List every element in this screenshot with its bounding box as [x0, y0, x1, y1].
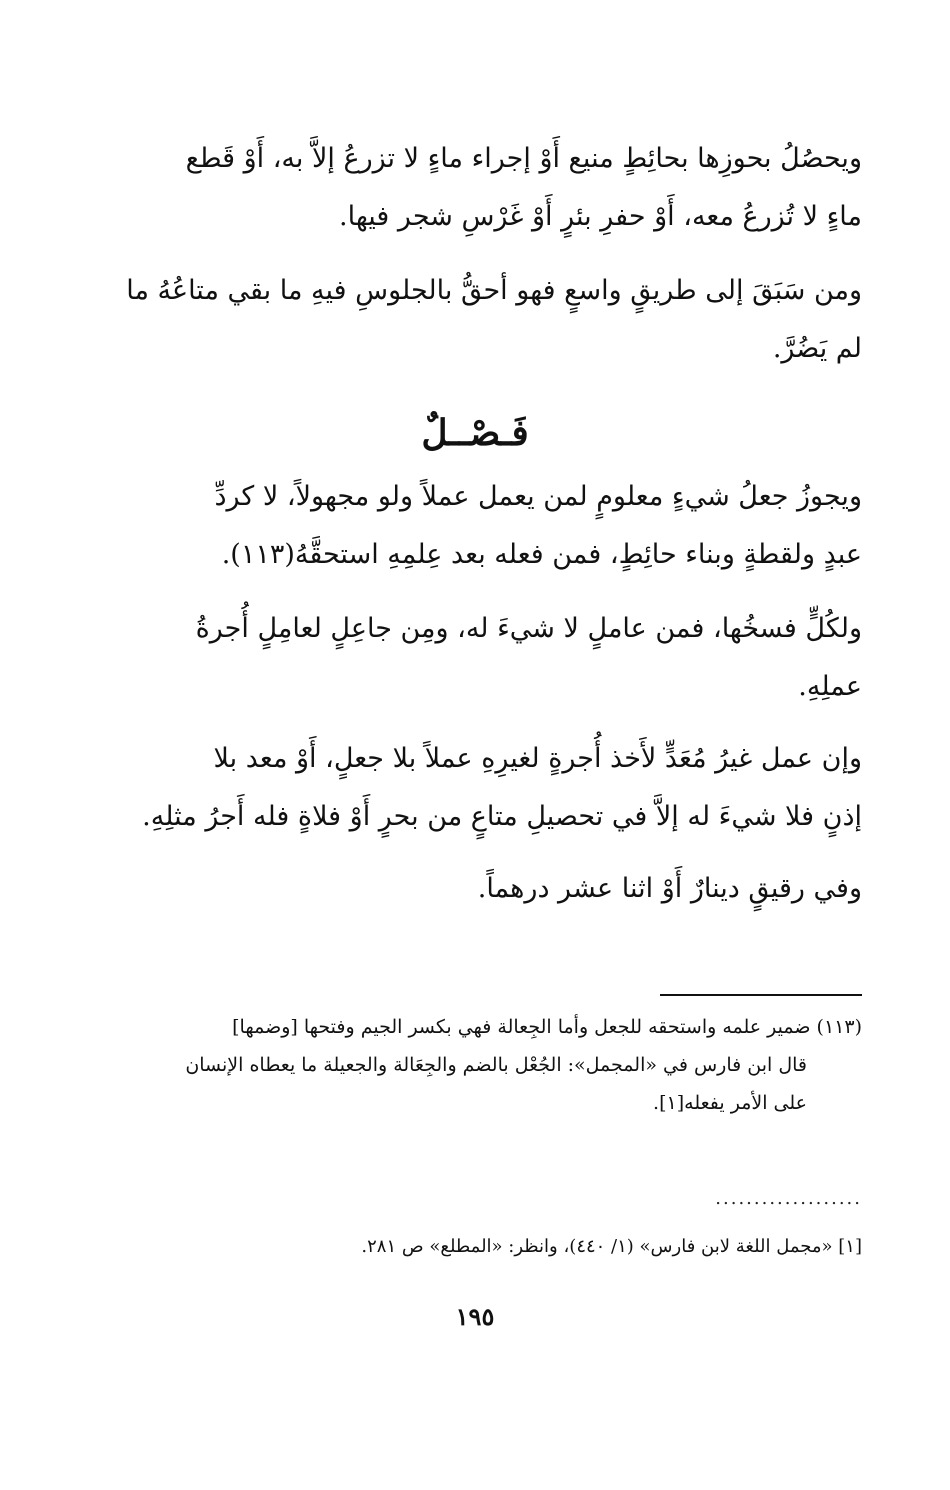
paragraph-slave-return	[102, 860, 862, 918]
paragraph-road-precedence	[102, 262, 862, 378]
paragraph-jual	[102, 468, 862, 584]
paragraph-unhired-work	[102, 730, 862, 846]
paragraph-line: لم يَضُرَّ.	[772, 333, 862, 364]
paragraph-line: وإن عمل غيرُ مُعَدٍّ لأَخذ أُجرةٍ لغيرِهِ عملاً بلا جعلٍ، أَوْ معد بلا	[213, 743, 862, 774]
paragraph-line: ويحصُلُ بحوزِها بحائِطٍ منيع أَوْ إجراء ماءٍ لا تزرعُ إلاَّ به، أَوْ قَطع	[185, 143, 862, 174]
source-reference: [١] «مجمل اللغة لابن فارس» (١/ ٤٤٠)، وانظر: «المطلع» ص ٢٨١.	[361, 1236, 862, 1257]
paragraph-line: ماءٍ لا تُزرعُ معه، أَوْ حفرِ بئرٍ أَوْ غَرْسِ شجر فيها.	[339, 201, 862, 232]
paragraph-line: ولكُلٍّ فسخُها، فمن عاملٍ لا شيءَ له، ومِن جاعِلٍ لعامِلٍ أُجرةُ	[195, 613, 862, 644]
paragraph-line: عملِهِ.	[798, 671, 862, 702]
paragraph-line: وفي رقيقٍ دينارٌ أَوْ اثنا عشر درهماً.	[477, 873, 862, 904]
paragraph-possession	[102, 130, 862, 246]
footnote-line: قال ابن فارس في «المجمل»: الجُعْل بالضم والجِعَالة والجعيلة ما يعطاه الإنسان	[185, 1054, 807, 1076]
footnote-line: (١١٣) ضمير علمه واستحقه للجعل وأما الجِعالة فهي بكسر الجيم وفتحها [وضمها]	[232, 1016, 862, 1038]
paragraph-line: ويجوزُ جعلُ شيءٍ معلومٍ لمن يعمل عملاً ولو مجهولاً، لا كردِّ	[214, 481, 862, 512]
dotted-separator: ...................	[715, 1188, 862, 1209]
paragraph-line: ومن سَبَقَ إلى طريقٍ واسعٍ فهو أحقُّ بالجلوسِ فيهِ ما بقي متاعُهُ ما	[126, 275, 862, 306]
footnote-line: على الأمر يفعله[١].	[653, 1092, 807, 1114]
paragraph-line: عبدٍ ولقطةٍ وبناء حائِطٍ، فمن فعله بعد عِلمِهِ استحقَّهُ(١١٣).	[221, 539, 862, 570]
paragraph-annulment	[102, 600, 862, 716]
footnote-separator	[660, 994, 862, 996]
page-number: ١٩٥	[455, 1302, 495, 1331]
paragraph-line: إذنٍ فلا شيءَ له إلاَّ في تحصيلِ متاعٍ من بحرٍ أَوْ فلاةٍ فله أَجرُ مثلِهِ.	[142, 801, 862, 832]
section-heading: فَـصْــلٌ	[421, 412, 529, 454]
footnote-113	[102, 1008, 862, 1122]
